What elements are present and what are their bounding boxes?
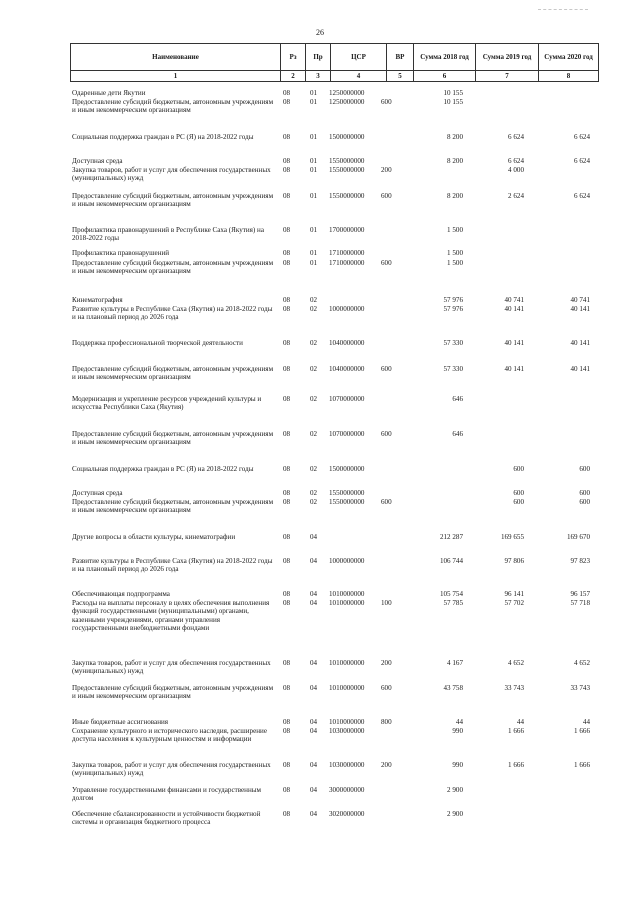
row-rz: 08 bbox=[283, 89, 291, 97]
row-name: Иные бюджетные ассигнования bbox=[72, 718, 169, 726]
row-pr: 02 bbox=[310, 465, 318, 473]
column-header-pr: Пр bbox=[306, 44, 331, 71]
row-sum-2020: 600 bbox=[579, 489, 590, 497]
column-header-vr: ВР bbox=[387, 44, 414, 71]
row-sum-2018: 8 200 bbox=[447, 133, 463, 141]
row-vr: 600 bbox=[381, 684, 392, 692]
row-pr: 04 bbox=[310, 590, 318, 598]
row-sum-2019: 4 652 bbox=[508, 659, 524, 667]
row-csr: 1010000000 bbox=[329, 599, 365, 607]
row-sum-2019: 97 806 bbox=[504, 557, 524, 565]
row-pr: 01 bbox=[310, 166, 318, 174]
row-sum-2020: 6 624 bbox=[574, 157, 590, 165]
row-sum-2019: 6 624 bbox=[508, 133, 524, 141]
row-pr: 04 bbox=[310, 718, 318, 726]
row-rz: 08 bbox=[283, 557, 291, 565]
row-sum-2020: 33 743 bbox=[570, 684, 590, 692]
row-pr: 04 bbox=[310, 659, 318, 667]
row-csr: 1010000000 bbox=[329, 659, 365, 667]
row-sum-2020: 4 652 bbox=[574, 659, 590, 667]
column-header-sum-2020: Сумма 2020 год bbox=[539, 44, 599, 71]
row-rz: 08 bbox=[283, 259, 291, 267]
row-rz: 08 bbox=[283, 761, 291, 769]
row-csr: 1710000000 bbox=[329, 259, 365, 267]
row-sum-2019: 96 141 bbox=[504, 590, 524, 598]
row-pr: 02 bbox=[310, 498, 318, 506]
row-vr: 600 bbox=[381, 192, 392, 200]
row-rz: 08 bbox=[283, 98, 291, 106]
row-name: Предоставление субсидий бюджетным, автономным учреждениям и иным некоммерческим организациям bbox=[72, 98, 274, 115]
row-sum-2020: 57 718 bbox=[570, 599, 590, 607]
row-name: Предоставление субсидий бюджетным, автономным учреждениям и иным некоммерческим организациям bbox=[72, 365, 274, 382]
row-rz: 08 bbox=[283, 786, 291, 794]
row-sum-2019: 44 bbox=[516, 718, 524, 726]
scan-mark bbox=[538, 9, 588, 10]
row-name: Развитие культуры в Республике Саха (Якутия) на 2018-2022 годы и на плановый период до 2026 года bbox=[72, 557, 273, 574]
row-sum-2019: 600 bbox=[513, 465, 524, 473]
row-pr: 02 bbox=[310, 395, 318, 403]
row-pr: 04 bbox=[310, 533, 318, 541]
row-sum-2019: 40 141 bbox=[504, 365, 524, 373]
row-sum-2018: 8 200 bbox=[447, 192, 463, 200]
row-sum-2018: 4 167 bbox=[447, 659, 463, 667]
row-rz: 08 bbox=[283, 465, 291, 473]
row-csr: 1550000000 bbox=[329, 498, 365, 506]
row-sum-2018: 106 744 bbox=[439, 557, 463, 565]
column-number: 2 bbox=[281, 71, 306, 82]
column-header-csr: ЦСР bbox=[331, 44, 387, 71]
row-rz: 08 bbox=[283, 599, 291, 607]
row-name: Управление государственными финансами и государственным долгом bbox=[72, 786, 262, 803]
row-name: Развитие культуры в Республике Саха (Якутия) на 2018-2022 годы и на плановый период до 2026 года bbox=[72, 305, 273, 322]
row-csr: 1250000000 bbox=[329, 98, 365, 106]
row-sum-2018: 2 900 bbox=[447, 786, 463, 794]
row-sum-2020: 97 823 bbox=[570, 557, 590, 565]
column-header-rz: Рз bbox=[281, 44, 306, 71]
row-csr: 1500000000 bbox=[329, 465, 365, 473]
row-sum-2018: 57 976 bbox=[443, 296, 463, 304]
row-rz: 08 bbox=[283, 133, 291, 141]
column-number: 8 bbox=[539, 71, 599, 82]
row-rz: 08 bbox=[283, 684, 291, 692]
row-rz: 08 bbox=[283, 395, 291, 403]
row-csr: 1700000000 bbox=[329, 226, 365, 234]
row-sum-2020: 6 624 bbox=[574, 192, 590, 200]
row-sum-2018: 8 200 bbox=[447, 157, 463, 165]
row-rz: 08 bbox=[283, 489, 291, 497]
row-sum-2018: 105 754 bbox=[439, 590, 463, 598]
row-csr: 3020000000 bbox=[329, 810, 365, 818]
row-rz: 08 bbox=[283, 157, 291, 165]
row-pr: 02 bbox=[310, 489, 318, 497]
row-sum-2019: 169 655 bbox=[500, 533, 524, 541]
row-sum-2018: 43 758 bbox=[443, 684, 463, 692]
row-sum-2018: 1 500 bbox=[447, 226, 463, 234]
row-sum-2020: 40 741 bbox=[570, 296, 590, 304]
row-sum-2018: 57 785 bbox=[443, 599, 463, 607]
row-name: Предоставление субсидий бюджетным, автономным учреждениям и иным некоммерческим организациям bbox=[72, 430, 274, 447]
row-rz: 08 bbox=[283, 727, 291, 735]
row-vr: 600 bbox=[381, 498, 392, 506]
row-sum-2018: 990 bbox=[452, 761, 463, 769]
row-sum-2019: 33 743 bbox=[504, 684, 524, 692]
row-name: Обеспечивающая подпрограмма bbox=[72, 590, 170, 598]
column-number: 5 bbox=[387, 71, 414, 82]
row-csr: 1000000000 bbox=[329, 557, 365, 565]
row-name: Одаренные дети Якутии bbox=[72, 89, 146, 97]
row-sum-2020: 96 157 bbox=[570, 590, 590, 598]
row-name: Доступная среда bbox=[72, 157, 123, 165]
row-pr: 04 bbox=[310, 786, 318, 794]
row-name: Другие вопросы в области культуры, кинематографии bbox=[72, 533, 236, 541]
row-sum-2020: 6 624 bbox=[574, 133, 590, 141]
row-sum-2018: 44 bbox=[455, 718, 463, 726]
row-csr: 1010000000 bbox=[329, 684, 365, 692]
row-sum-2019: 40 141 bbox=[504, 305, 524, 313]
row-sum-2019: 6 624 bbox=[508, 157, 524, 165]
row-rz: 08 bbox=[283, 296, 291, 304]
row-pr: 02 bbox=[310, 339, 318, 347]
row-sum-2019: 600 bbox=[513, 498, 524, 506]
row-vr: 600 bbox=[381, 365, 392, 373]
row-rz: 08 bbox=[283, 533, 291, 541]
row-rz: 08 bbox=[283, 430, 291, 438]
row-name: Социальная поддержка граждан в РС (Я) на 2018-2022 годы bbox=[72, 465, 254, 473]
row-pr: 02 bbox=[310, 430, 318, 438]
row-csr: 3000000000 bbox=[329, 786, 365, 794]
row-sum-2018: 646 bbox=[452, 430, 463, 438]
column-number: 4 bbox=[331, 71, 387, 82]
row-name: Сохранение культурного и исторического наследия, расширение доступа населения к культурным ценностям и информации bbox=[72, 727, 267, 744]
row-sum-2019: 40 741 bbox=[504, 296, 524, 304]
row-sum-2020: 40 141 bbox=[570, 365, 590, 373]
row-sum-2018: 646 bbox=[452, 395, 463, 403]
row-sum-2019: 2 624 bbox=[508, 192, 524, 200]
row-pr: 02 bbox=[310, 365, 318, 373]
column-number: 1 bbox=[71, 71, 281, 82]
row-sum-2018: 1 500 bbox=[447, 259, 463, 267]
row-sum-2020: 600 bbox=[579, 498, 590, 506]
row-pr: 01 bbox=[310, 157, 318, 165]
row-rz: 08 bbox=[283, 192, 291, 200]
row-vr: 600 bbox=[381, 98, 392, 106]
row-pr: 01 bbox=[310, 89, 318, 97]
row-pr: 04 bbox=[310, 599, 318, 607]
row-csr: 1010000000 bbox=[329, 590, 365, 598]
row-rz: 08 bbox=[283, 305, 291, 313]
row-csr: 1040000000 bbox=[329, 365, 365, 373]
row-sum-2019: 1 666 bbox=[508, 727, 524, 735]
row-pr: 02 bbox=[310, 305, 318, 313]
row-csr: 1000000000 bbox=[329, 305, 365, 313]
row-rz: 08 bbox=[283, 166, 291, 174]
row-name: Социальная поддержка граждан в РС (Я) на 2018-2022 годы bbox=[72, 133, 254, 141]
row-name: Поддержка профессиональной творческой деятельности bbox=[72, 339, 243, 347]
row-sum-2018: 2 900 bbox=[447, 810, 463, 818]
row-sum-2020: 44 bbox=[582, 718, 590, 726]
row-pr: 01 bbox=[310, 133, 318, 141]
row-sum-2019: 40 141 bbox=[504, 339, 524, 347]
row-name: Закупка товаров, работ и услуг для обеспечения государственных (муниципальных) нужд bbox=[72, 659, 271, 676]
row-sum-2018: 57 330 bbox=[443, 365, 463, 373]
row-rz: 08 bbox=[283, 659, 291, 667]
row-name: Предоставление субсидий бюджетным, автономным учреждениям и иным некоммерческим организациям bbox=[72, 192, 274, 209]
row-name: Модернизация и укрепление ресурсов учреждений культуры и искусства Республики Саха (Якутия) bbox=[72, 395, 262, 412]
row-sum-2020: 40 141 bbox=[570, 305, 590, 313]
row-sum-2018: 990 bbox=[452, 727, 463, 735]
row-vr: 100 bbox=[381, 599, 392, 607]
row-sum-2020: 1 666 bbox=[574, 727, 590, 735]
row-sum-2018: 212 287 bbox=[439, 533, 463, 541]
column-header-sum-2019: Сумма 2019 год bbox=[476, 44, 539, 71]
row-rz: 08 bbox=[283, 810, 291, 818]
row-csr: 1030000000 bbox=[329, 727, 365, 735]
row-csr: 1070000000 bbox=[329, 395, 365, 403]
row-sum-2018: 57 976 bbox=[443, 305, 463, 313]
row-name: Доступная среда bbox=[72, 489, 123, 497]
row-sum-2018: 10 155 bbox=[443, 98, 463, 106]
row-csr: 1550000000 bbox=[329, 157, 365, 165]
row-pr: 01 bbox=[310, 249, 318, 257]
row-name: Расходы на выплаты персоналу в целях обеспечения выполнения функций государственными (муниципальными) органами, казенными учреждениями, органами управления государственными внебюджетными фондами bbox=[72, 599, 270, 633]
row-pr: 01 bbox=[310, 259, 318, 267]
row-vr: 600 bbox=[381, 430, 392, 438]
row-name: Обеспечение сбалансированности и устойчивости бюджетной системы и организация бюджетного процесса bbox=[72, 810, 261, 827]
row-sum-2020: 1 666 bbox=[574, 761, 590, 769]
row-sum-2019: 1 666 bbox=[508, 761, 524, 769]
row-pr: 01 bbox=[310, 226, 318, 234]
row-csr: 1550000000 bbox=[329, 192, 365, 200]
row-pr: 04 bbox=[310, 557, 318, 565]
row-csr: 1040000000 bbox=[329, 339, 365, 347]
row-sum-2020: 600 bbox=[579, 465, 590, 473]
row-csr: 1250000000 bbox=[329, 89, 365, 97]
column-number: 7 bbox=[476, 71, 539, 82]
row-rz: 08 bbox=[283, 249, 291, 257]
row-sum-2018: 57 330 bbox=[443, 339, 463, 347]
row-vr: 200 bbox=[381, 166, 392, 174]
row-pr: 01 bbox=[310, 192, 318, 200]
row-csr: 1030000000 bbox=[329, 761, 365, 769]
row-sum-2019: 4 000 bbox=[508, 166, 524, 174]
row-sum-2019: 57 702 bbox=[504, 599, 524, 607]
row-vr: 800 bbox=[381, 718, 392, 726]
row-csr: 1710000000 bbox=[329, 249, 365, 257]
row-sum-2018: 1 500 bbox=[447, 249, 463, 257]
row-csr: 1010000000 bbox=[329, 718, 365, 726]
column-header-name: Наименование bbox=[71, 44, 281, 71]
row-name: Профилактика правонарушений bbox=[72, 249, 170, 257]
row-csr: 1070000000 bbox=[329, 430, 365, 438]
row-sum-2020: 169 670 bbox=[566, 533, 590, 541]
row-sum-2018: 10 155 bbox=[443, 89, 463, 97]
row-csr: 1550000000 bbox=[329, 489, 365, 497]
row-rz: 08 bbox=[283, 590, 291, 598]
row-name: Закупка товаров, работ и услуг для обеспечения государственных (муниципальных) нужд bbox=[72, 761, 271, 778]
row-name: Закупка товаров, работ и услуг для обеспечения государственных (муниципальных) нужд bbox=[72, 166, 271, 183]
row-pr: 02 bbox=[310, 296, 318, 304]
row-sum-2019: 600 bbox=[513, 489, 524, 497]
row-pr: 04 bbox=[310, 684, 318, 692]
row-pr: 04 bbox=[310, 810, 318, 818]
row-rz: 08 bbox=[283, 365, 291, 373]
column-number: 3 bbox=[306, 71, 331, 82]
table-header bbox=[70, 43, 599, 82]
row-vr: 200 bbox=[381, 761, 392, 769]
row-csr: 1550000000 bbox=[329, 166, 365, 174]
row-rz: 08 bbox=[283, 226, 291, 234]
row-sum-2020: 40 141 bbox=[570, 339, 590, 347]
row-name: Предоставление субсидий бюджетным, автономным учреждениям и иным некоммерческим организациям bbox=[72, 684, 274, 701]
column-number: 6 bbox=[414, 71, 476, 82]
row-name: Предоставление субсидий бюджетным, автономным учреждениям и иным некоммерческим организациям bbox=[72, 498, 274, 515]
row-rz: 08 bbox=[283, 498, 291, 506]
row-pr: 04 bbox=[310, 727, 318, 735]
page-number: 26 bbox=[316, 28, 324, 37]
row-csr: 1500000000 bbox=[329, 133, 365, 141]
row-name: Кинематография bbox=[72, 296, 123, 304]
row-vr: 200 bbox=[381, 659, 392, 667]
row-name: Предоставление субсидий бюджетным, автономным учреждениям и иным некоммерческим организациям bbox=[72, 259, 274, 276]
row-vr: 600 bbox=[381, 259, 392, 267]
row-rz: 08 bbox=[283, 339, 291, 347]
row-pr: 01 bbox=[310, 98, 318, 106]
row-pr: 04 bbox=[310, 761, 318, 769]
row-rz: 08 bbox=[283, 718, 291, 726]
row-name: Профилактика правонарушений в Республике Саха (Якутия) на 2018-2022 годы bbox=[72, 226, 265, 243]
column-header-sum-2018: Сумма 2018 год bbox=[414, 44, 476, 71]
